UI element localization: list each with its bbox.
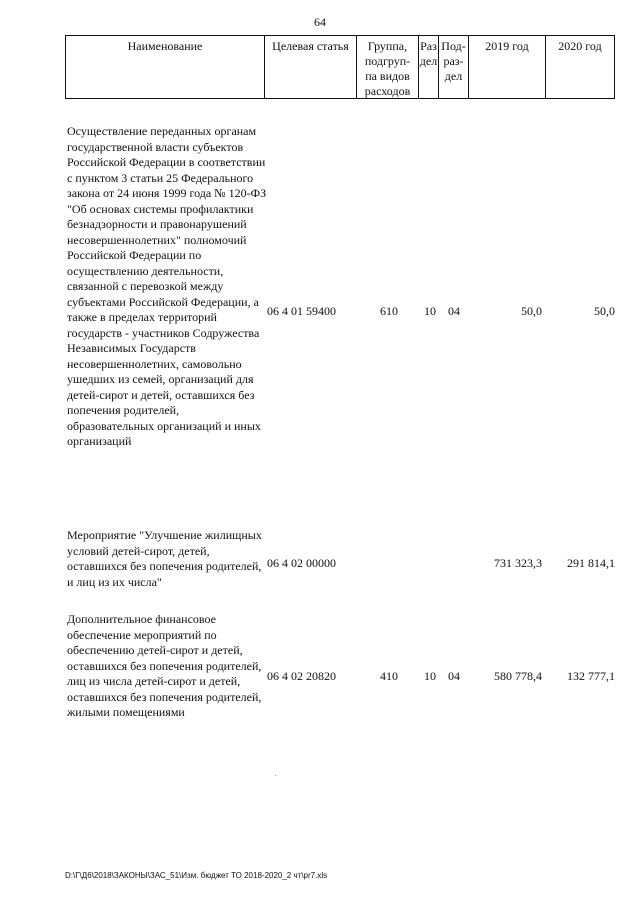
row-code: 06 4 02 00000 — [267, 556, 336, 570]
row-2020: 291 814,1 — [567, 556, 615, 570]
header-2019: 2019 год — [468, 36, 545, 98]
header-2020: 2020 год — [545, 36, 614, 98]
row-code: 06 4 02 20820 — [267, 669, 336, 683]
row-subsection: 04 — [448, 669, 460, 683]
row-2019: 50,0 — [521, 304, 542, 318]
row-name: Мероприятие "Улучшение жилищных условий детей-сирот, детей, оставшихся без попечения родителей, и лиц из их числа" — [67, 528, 262, 589]
row-name: Дополнительное финансовое обеспечение мероприятий по обеспечению детей-сирот и детей, оставшихся без попечения родителей, лиц из числа детей-сирот и детей, оставшихся без попечения родителей, жилыми помещениями — [67, 612, 262, 719]
header-name: Наименование — [127, 39, 203, 53]
page-number: 64 — [314, 15, 326, 29]
header-target: Целевая статья — [264, 36, 356, 98]
row-2020: 50,0 — [594, 304, 615, 318]
row-group: 410 — [380, 669, 398, 683]
file-path-footer: D:\Г\Д6\2018\ЗАКОНЫ\ЗАС_51\Изм. бюджет ТО 2018-2020_2 чт\pr7.xls — [65, 871, 328, 880]
row-subsection: 04 — [448, 304, 460, 318]
scan-speck — [275, 775, 276, 776]
row-section: 10 — [424, 304, 436, 318]
row-section: 10 — [424, 669, 436, 683]
header-section: Раз дел — [418, 36, 438, 98]
table-header — [65, 35, 615, 99]
row-group: 610 — [380, 304, 398, 318]
row-name: Осуществление переданных органам государственной власти субъектов Российской Федерации в соответствии с пунктом 3 статьи 25 Федерального закона от 24 июня 1999 года № 120-ФЗ "Об основах системы профилактики безнадзорности и правонарушений несовершеннолетних" полномочий Российской Федерации по осуществлению деятельности, связанной с перевозкой между субъектами Российской Федерации, а также в пределах территорий государств - участников Содружества Независимых Государств несовершеннолетних, самовольно ушедших из семей, организаций для детей-сирот и детей, оставшихся без попечения родителей, образовательных организаций и иных организаций — [67, 124, 267, 448]
row-2019: 580 778,4 — [494, 669, 542, 683]
header-subsection: Под- раз- дел — [438, 36, 468, 98]
header-group: Группа, подгруп- па видов расходов — [356, 36, 418, 98]
row-code: 06 4 01 59400 — [267, 304, 336, 318]
row-2019: 731 323,3 — [494, 556, 542, 570]
row-2020: 132 777,1 — [567, 669, 615, 683]
